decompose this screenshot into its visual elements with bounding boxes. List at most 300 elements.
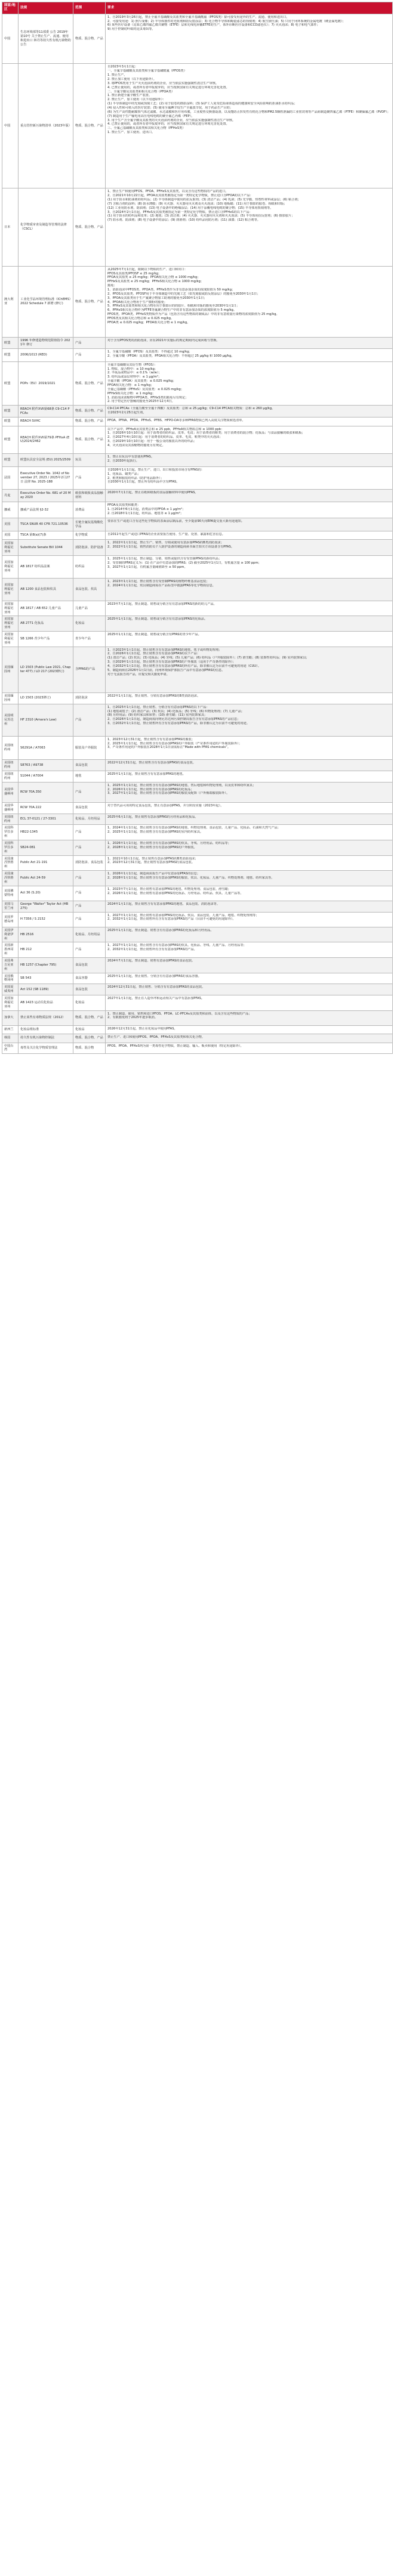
requirement-line: 全氟己基磺酸（PFHxS）及其盐类：≤ 0.025 mg/kg； bbox=[107, 387, 184, 391]
cell-requirement bbox=[106, 188, 393, 267]
table-row bbox=[2, 886, 393, 901]
cell-law: 化学物质审查及制造等管理的法律（CSCL） bbox=[19, 188, 73, 267]
cell-scope: 产品 bbox=[73, 886, 106, 901]
cell-law: REACH 附件XVII第68条 C9-C14 PFCAs bbox=[19, 406, 73, 418]
cell-scope: 产品 bbox=[73, 901, 106, 912]
cell-region: 美国纽约州 bbox=[2, 736, 19, 760]
requirement-line: 2、自2026年1月1日起，制造商需向明尼苏达州污染控制局报告含有有意添加PFAS的产品信息； bbox=[107, 718, 241, 722]
requirement-line: PFOS、PFOA、PFHxS列为第一类毒性化学物质，禁止制造、输入、贩卖和使用（特定用途除外）。 bbox=[107, 1044, 244, 1048]
requirement-line: 2025年1月1日起，禁止销售、分销含有有意添加PFAS的食品容器。 bbox=[107, 974, 201, 978]
requirement-line: 1、2026年1月1日起，制造商需报告产品中有意添加PFAS的信息； bbox=[107, 872, 200, 876]
requirement-line: 2022年1月1日起，禁止销售、分销有意添加PFAS的B类消防泡沫。 bbox=[107, 694, 201, 698]
requirement-line: (7) 制造用于生产输电用高压电线电缆的聚全氟乙丙烯（FEP）。 bbox=[107, 114, 195, 118]
cell-region: 美国加利福尼亚州 bbox=[2, 632, 19, 647]
cell-law: 持久性有机污染物控制法 bbox=[19, 1034, 73, 1043]
requirement-line: 2024年12月31日起，禁止销售、分销含有有意添加PFAS的食品包装。 bbox=[107, 985, 205, 989]
cell-scope: 物质、混合物、产品 bbox=[73, 1034, 106, 1043]
requirement-line: 5、制造商须在2026年1月1日前，向州环境保护部报告产品中有意添加PFAS的信息。 bbox=[107, 668, 225, 672]
cell-law: HB 212 bbox=[19, 942, 73, 958]
requirement-line: (1) 地毯或毯子；(2) 清洁产品；(3) 炊具；(4) 化妆品；(5) 牙线；(6) 织物处理剂；(7) 儿童产品； bbox=[107, 709, 244, 713]
requirement-line: 2、2025年1月1日起，禁止销售含有有意添加PFAS的户外服装（严苛条件用途的户外服装除外）； bbox=[107, 741, 242, 746]
requirement-line: 2、2025年1月1日起，禁止销售含有有意添加PFAS的室内纺织家具。 bbox=[107, 830, 204, 834]
cell-scope: 产品 bbox=[73, 338, 106, 349]
table-row bbox=[2, 632, 393, 647]
cell-requirement bbox=[106, 814, 393, 825]
cell-region: 美国加利福尼亚州 bbox=[2, 540, 19, 556]
requirement-line: 1、2024年1月1日起，禁止销售含有有意添加PFAS的地毯、织物处理剂、食品包装、儿童产品、化妆品、石油和天然气产品； bbox=[107, 826, 281, 830]
requirement-line: 3、严苛条件用途的户外服装在2028年1月1日前需标注“Made with PFAS chemicals”。 bbox=[107, 746, 230, 750]
requirement-line: 1、2027年1月1日起，禁止销售含有有意添加PFAS的炊具、化妆品、牙线、儿童产品、月经用品等； bbox=[107, 944, 247, 948]
cell-requirement bbox=[106, 825, 393, 840]
cell-requirement bbox=[106, 418, 393, 426]
cell-law: 化妆品组标准 bbox=[19, 1025, 73, 1034]
requirement-line: 2024年7月1日起，禁止制造、销售有意添加PFAS的食品包装。 bbox=[107, 958, 195, 963]
requirement-line: 1. 自2014年6月1日起，消费品中的PFOA ≤ 1 μg/m²； bbox=[107, 508, 186, 512]
cell-requirement bbox=[106, 616, 393, 632]
requirement-line: 2、2028年1月1日起，禁止销售含有有意添加PFAS的户外服装。 bbox=[107, 845, 197, 849]
cell-region: 美国纽约州 bbox=[2, 760, 19, 771]
cell-region: 美国 bbox=[2, 518, 19, 531]
requirement-line: 1、全氟辛基磺酸（PFOS）及其盐类：不得超过 10 mg/kg； bbox=[107, 350, 192, 354]
cell-law: Act 36 (S.20) bbox=[19, 886, 73, 901]
table-row bbox=[2, 782, 393, 802]
cell-law: SB 543 bbox=[19, 973, 73, 984]
requirement-line: 自2023年2月25日起生效。 bbox=[107, 411, 146, 415]
cell-law: Substitute Senate Bill 1044 bbox=[19, 540, 73, 556]
requirement-line: 1、消防泡沫中PFOS类、PFOA类、PFHxS类作为非有意添加杂质的浓度限值为 50 mg/kg； bbox=[107, 288, 235, 292]
table-row bbox=[2, 995, 393, 1010]
table-row bbox=[2, 489, 393, 502]
requirement-line: 一、全氟辛基磺酸及其盐类和全氟辛基磺酰氟（PFOS类） bbox=[107, 69, 187, 73]
cell-law: Act 152 (SB 1189) bbox=[19, 984, 73, 995]
requirement-line: 2、2032年1月1日起，禁止销售所有含有有意添加PFAS的产品（目前不可避免的用途除外）。 bbox=[107, 917, 236, 921]
cell-scope: 化妆品 bbox=[73, 616, 106, 632]
cell-requirement bbox=[106, 840, 393, 855]
cell-law: HF 2310 (Amara's Law) bbox=[19, 704, 73, 736]
cell-requirement bbox=[106, 782, 393, 802]
requirement-line: 3、2027年1月1日起，禁止销售含有有意添加PFAS的服装及配饰（户外极端服装除外）。 bbox=[107, 791, 230, 796]
requirement-line: 2. 禁止加工使用（以下用途除外）。 bbox=[107, 78, 156, 82]
requirement-line: (7) 含粘合剂的涂料；(8) 防水薄膜；(9) 灭火器、灭火器用灭火剂及灭火泡沫；(10) 地板蜡；(11) 用于摄影的胶卷、相纸和印版； bbox=[107, 202, 287, 206]
table-row bbox=[2, 927, 393, 942]
table-row bbox=[2, 736, 393, 760]
requirement-line: (8) 月经用品；(9) 纺织家具和床垫；(10) 滑雪蜡；(11) 室内装饰家具； bbox=[107, 713, 208, 718]
cell-scope: 产品 bbox=[73, 349, 106, 362]
cell-scope: 产品 bbox=[73, 942, 106, 958]
table-row bbox=[2, 802, 393, 814]
requirement-line: 1、禁止在玩具中有意使用PFAS。 bbox=[107, 455, 155, 459]
table-row bbox=[2, 64, 393, 188]
cell-scope: 服装及户外服装 bbox=[73, 736, 106, 760]
cell-requirement bbox=[106, 957, 393, 973]
pfas-regulation-table-container bbox=[2, 2, 392, 1054]
cell-scope: 化妆品 bbox=[73, 995, 106, 1010]
requirement-line: 4、自2032年1月1日起，禁止销售含有有意添加PFAS的所有产品，除非被认定为目前不可避免的用途（CUU）。 bbox=[107, 664, 261, 669]
cell-law: 1996 年修建造物规范限值指令 2021年 修订 bbox=[19, 338, 73, 349]
cell-requirement bbox=[106, 693, 393, 704]
cell-scope: 长链全氟烷基羧酸化学品 bbox=[73, 518, 106, 531]
cell-scope: 物质、混合物、产品 bbox=[73, 418, 106, 426]
table-row bbox=[2, 984, 393, 995]
cell-scope: 食品包装 bbox=[73, 984, 106, 995]
requirement-line: PFOA类 ≤ 0.025 mg/kg；PFOA相关化合物 ≤ 1 mg/kg。 bbox=[107, 320, 190, 324]
requirement-line: 1、禁止生产和使用PFOS、PFOA、PFHxS及其盐类，以及含有这些物质的产品的进口。 bbox=[107, 190, 229, 194]
table-row bbox=[2, 840, 393, 855]
requirement-line: 1、2022年1月1日起，禁止生产、销售、分销或使用有意添加PFAS的B类消防泡沫； bbox=[107, 541, 224, 545]
requirement-line: (1) 用于防水的纺织品和皮革；(2) 地毯；(3) 清洁剂；(4) 灭火器、灭火器用灭火剂和灭火泡沫；(5) 半导体用抗反射剂；(6) 摄影胶片； bbox=[107, 214, 295, 218]
cell-law: AB 1817 纺织品法案 bbox=[19, 556, 73, 579]
cell-region: 欧盟 bbox=[2, 338, 19, 349]
requirement-line: 4、PFOA相关化合物用于生产微粉的豁免； bbox=[107, 300, 167, 304]
cell-region: 美国马里兰州 bbox=[2, 901, 19, 912]
requirement-line: 1、2023年1月1日起，禁止销售含有受管制PFAS的植物纤维基食品包装； bbox=[107, 580, 210, 584]
cell-law: LD 1503 (Public Law 2021, Chapter 477) / LD 217 (2023修订) bbox=[19, 647, 73, 692]
requirement-line: PFOA及其盐类和酯类： bbox=[107, 503, 141, 508]
cell-region: 美国缅因州 bbox=[2, 693, 19, 704]
cell-scope: 食品包装、炊具 bbox=[73, 579, 106, 601]
requirement-line: 自2030年1月1日起，禁止所有纺织品中含有PFAS。 bbox=[107, 480, 180, 484]
cell-requirement bbox=[106, 361, 393, 406]
requirement-line: 二、全氟辛酸及其盐类和相关化合物（PFOA类） bbox=[107, 89, 175, 94]
table-row bbox=[2, 361, 393, 406]
cell-requirement bbox=[106, 802, 393, 814]
cell-scope: 物质、混合物、产品 bbox=[73, 361, 106, 406]
cell-requirement bbox=[106, 454, 393, 467]
cell-region: 美国弗吉尼亚州 bbox=[2, 957, 19, 973]
cell-scope: 化妆品、月经用品 bbox=[73, 814, 106, 825]
cell-region: 美国夏威夷州 bbox=[2, 984, 19, 995]
table-row bbox=[2, 855, 393, 871]
pfas-regulation-table bbox=[2, 2, 393, 1054]
requirement-line: 全氟辛酸（PFOA）及其盐类：≤ 0.025 mg/kg； bbox=[107, 379, 176, 384]
requirement-line: 3、2027年1月1日起，有机氟含量阈值降至 ≥ 50 ppm。 bbox=[107, 565, 187, 569]
cell-law: S1044 / A7004 bbox=[19, 771, 73, 783]
requirement-line: 2. 自2018年1月1日起，纺织品、地毯等 ≤ 1 μg/m²； bbox=[107, 512, 184, 516]
cell-law: HB22-1345 bbox=[19, 825, 73, 840]
cell-requirement bbox=[106, 1010, 393, 1025]
cell-requirement bbox=[106, 995, 393, 1010]
cell-region: 美国罗德岛州 bbox=[2, 912, 19, 927]
table-row bbox=[2, 647, 393, 692]
cell-scope: 消防泡沫 bbox=[73, 693, 106, 704]
requirement-line: 2025年6月1日起，禁止销售有意添加PFAS的月经用品和化妆品。 bbox=[107, 815, 198, 819]
table-row bbox=[2, 266, 393, 338]
cell-region: 美国纽约州 bbox=[2, 771, 19, 783]
cell-region: 美国加利福尼亚州 bbox=[2, 995, 19, 1010]
requirement-line: 3. 将PFOS类用于生产灭火泡沫药剂的企业，应当依法实施强制性清洁生产审核。 bbox=[107, 81, 219, 85]
table-row bbox=[2, 556, 393, 579]
requirement-line: 2020年7月1日起，禁止在纸和纸板的食品接触材料中使用PFAS。 bbox=[107, 490, 198, 494]
cell-region: 中国台湾 bbox=[2, 1043, 19, 1054]
cell-law: S6291A / A7063 bbox=[19, 736, 73, 760]
cell-law: 欧盟玩具安全法规 (EU) 2025/2509 bbox=[19, 454, 73, 467]
requirement-line: (1) 清洁产品；(2) 炊具；(3) 化妆品；(4) 牙线；(5) 儿童产品；(6) 纺织品（户外服装除外）；(7) 滑雪蜡；(8) 装饰性纺织品；(9) 室内装饰家具； bbox=[107, 656, 309, 660]
cell-scope: 物质、混合物、产品 bbox=[73, 426, 106, 454]
table-row bbox=[2, 771, 393, 783]
cell-region: 新西兰 bbox=[2, 1025, 19, 1034]
cell-requirement bbox=[106, 886, 393, 901]
requirement-line: 2027年1月1日起，禁止在人造草坪和运动相关产品中有意添加PFAS。 bbox=[107, 996, 204, 1000]
requirement-line: 3. 纺织品或涂层材料中：≤ 1 μg/m²； bbox=[107, 375, 162, 379]
cell-region: 美国加利福尼亚州 bbox=[2, 616, 19, 632]
cell-scope: 食品容器 bbox=[73, 973, 106, 984]
requirement-line: 3、PFOA及其盐类用于生产氟聚合物加工助剂的豁免至2030年1月1日； bbox=[107, 296, 207, 300]
table-row bbox=[2, 1043, 393, 1054]
requirement-line: 2026年12月31日起，禁止在化妆品中使用PFAS。 bbox=[107, 1026, 177, 1031]
requirement-line: 2、2032年1月1日起，禁止销售所有含有有意添加PFAS的产品。 bbox=[107, 948, 197, 952]
cell-requirement bbox=[106, 579, 393, 601]
table-row bbox=[2, 466, 393, 489]
table-row bbox=[2, 418, 393, 426]
requirement-line: 2. 禁止生产、加工使用（以下用途除外）： bbox=[107, 98, 166, 102]
requirement-line: (12) 工业用防水剂、防油剂；(13) 电子设备中的绝缘涂层；(14) 用于涂覆电线电缆的聚合物；(15) 半导体用蚀刻剂等。 bbox=[107, 206, 273, 210]
requirement-line: 1. 物质、混合物中：≤ 10 mg/kg； bbox=[107, 367, 158, 371]
cell-region: 欧盟 bbox=[2, 406, 19, 418]
cell-region: 美国纽约州 bbox=[2, 814, 19, 825]
cell-law: H 7356 / S 2152 bbox=[19, 912, 73, 927]
cell-requirement bbox=[106, 927, 393, 942]
requirement-line: 2025年1月1日起，禁止制造、销售或分销含有PFAS的青少年产品。 bbox=[107, 633, 201, 637]
cell-scope: 化学物质 bbox=[73, 531, 106, 539]
requirement-line: 3、自2024年2月1日起，PFHxS及其盐类被指定为第一类特定化学物质，禁止进口含PFHxS的以下产品： bbox=[107, 210, 253, 214]
cell-requirement bbox=[106, 647, 393, 692]
requirement-line: 9) 用于控制切叶蚁的昆虫毒饵等。 bbox=[107, 27, 155, 32]
requirement-line: (6) 为生产高性能耐腐蚀气体过滤膜、水过滤膜和医疗用布膜，工业废热交换器设备，以及能防止挥发性有机化合物和PM2.5颗粒泄漏的工业密封剂等产品而制造聚四氟乙烯（PTFE）和聚偏氟乙烯（PVDF）； bbox=[107, 110, 390, 114]
table-row bbox=[2, 616, 393, 632]
cell-region: 美国加利福尼亚州 bbox=[2, 601, 19, 616]
requirement-line: 对于含有PFOS类的消防泡沫，应在2021年实施后的规定期间内完成回收与替换。 bbox=[107, 339, 220, 343]
cell-requirement bbox=[106, 556, 393, 579]
requirement-line: 2. 半成品或物品中：≤ 0.1%（w/w）； bbox=[107, 371, 162, 375]
table-row bbox=[2, 912, 393, 927]
cell-region: 美国科罗拉多州 bbox=[2, 840, 19, 855]
cell-scope: 消防泡沫、防护设备 bbox=[73, 540, 106, 556]
cell-law: ECL 37-0121 / 27-3301 bbox=[19, 814, 73, 825]
requirement-line: 2、自2027年4月10日起：用于消费者的纺织品、皮革、毛皮、鞋类中的灭火泡沫； bbox=[107, 435, 223, 440]
cell-region: 美国康涅狄格州 bbox=[2, 855, 19, 871]
cell-region: 美国华盛顿州 bbox=[2, 782, 19, 802]
cell-law: POPs（EU）2019/1021 bbox=[19, 361, 73, 406]
cell-requirement bbox=[106, 406, 393, 418]
requirement-line: 2、自2021年10月22日起，PFOA及其盐类被指定为第一类特定化学物质，禁止进口含PFOA的以下产品： bbox=[107, 194, 253, 198]
header-region: 国家/地区 bbox=[2, 2, 19, 14]
table-row bbox=[2, 338, 393, 349]
requirement-line: C9-C14 PFCAs（全氟壬酸至全氟十四酸）及其盐类：总和 ≤ 25 μg/kg；C9-C14 PFCA相关物质：总和 ≤ 260 μg/kg。 bbox=[107, 407, 275, 411]
requirement-line: 2、2026年1月1日起，禁止销售含有有意添加PFAS的化妆品； bbox=[107, 787, 194, 791]
requirement-line: PFOS及其盐类/PFOSF ≤ 25 mg/kg； bbox=[107, 271, 161, 276]
cell-region: 美国佛蒙特州 bbox=[2, 886, 19, 901]
cell-law: 禁止某些有毒物质法规（2012） bbox=[19, 1010, 73, 1025]
requirement-line: (7) 防水剂、防油剂；(8) 电子设备中的涂层；(9) 润滑剂；(10) 纺织品用防污剂；(11) 油漆；(12) 粘合剂等。 bbox=[107, 218, 260, 222]
cell-law: Executive Order No. 1042 of November 27, 2023 / 2025年2月27日 法律 No. 2025-188 bbox=[19, 466, 73, 489]
requirement-line: 1、禁止制造、使用、销售和进口PFOS、PFOA、LC-PFCAs及其盐类和前体，以及含有这些物质的产品； bbox=[107, 1012, 252, 1016]
cell-scope: 食品包装 bbox=[73, 802, 106, 814]
requirement-line: 3、自2029年10月10日起：用于一般公众的服装以外的纺织品； bbox=[107, 440, 197, 444]
requirement-line: 1. 禁止新建全氟辛酸生产装置。 bbox=[107, 94, 152, 98]
cell-requirement bbox=[106, 1025, 393, 1034]
requirement-line: 1、2026年1月1日起，禁止销售含有有意添加PFAS的炊具、牙线、月经用品、纺织品等； bbox=[107, 841, 231, 845]
requirement-line: (4) 侵入性和可植入的医疗装置；(5) 使用全氟碘辛烷生产全氟溴辛烷，用于药品生产目的； bbox=[107, 106, 233, 110]
requirement-line: 自2011年起生产或进口PFAS的企业需要报告使用、生产量、处置、暴露和危害信息。 bbox=[107, 532, 225, 536]
cell-region: 欧盟 bbox=[2, 349, 19, 362]
requirement-line: 2. 用于特定医疗器械的豁免至2025年12月4日。 bbox=[107, 400, 175, 404]
cell-law: 重点管控新污染物清单（2023年版） bbox=[19, 64, 73, 188]
cell-law: Executive Order No. 681 of 20 May 2020 bbox=[19, 489, 73, 502]
requirement-line: 2025年1月1日起，禁止制造、销售含有有意添加PFAS的化妆品和月经用品。 bbox=[107, 928, 214, 932]
requirement-line: PFHxS及其盐类 ≤ 25 mg/kg；PFHxS相关化合物 ≤ 1000 mg/kg； bbox=[107, 280, 204, 284]
table-row bbox=[2, 531, 393, 539]
cell-scope: 产品 bbox=[73, 466, 106, 489]
requirement-line: 豁免： bbox=[107, 284, 117, 288]
cell-law: Public Act 21-191 bbox=[19, 855, 73, 871]
cell-scope: 儿童产品 bbox=[73, 601, 106, 616]
cell-requirement bbox=[106, 871, 393, 886]
cell-scope: 纸张和纸板食品接触材料 bbox=[73, 489, 106, 502]
cell-region: 美国明尼苏达州 bbox=[2, 704, 19, 736]
table-row bbox=[2, 188, 393, 267]
cell-scope: 消防泡沫、食品包装 bbox=[73, 855, 106, 871]
table-row bbox=[2, 973, 393, 984]
requirement-line: 3、自2029年1月1日起，禁止销售含有有意添加PFAS的户外服装（适用于严苛条件的除外）； bbox=[107, 660, 236, 664]
cell-law: S8763 / A9738 bbox=[19, 760, 73, 771]
cell-law: George "Walter" Taylor Act (HB 275) bbox=[19, 901, 73, 912]
cell-region: 美国缅因州 bbox=[2, 647, 19, 692]
table-row bbox=[2, 454, 393, 467]
requirement-line: 三、全氟己基磺酸及其盐类和其相关化合物（PFHxS类） bbox=[107, 126, 186, 131]
cell-law: REACH 附件XVII第79条 PFHxA (EU)2024/2462 bbox=[19, 426, 73, 454]
requirement-line: 2、鞋类和服装纺织品（防护用品除外）； bbox=[107, 476, 164, 480]
cell-requirement bbox=[106, 349, 393, 362]
cell-scope: 产品 bbox=[73, 825, 106, 840]
cell-region: 美国 bbox=[2, 531, 19, 539]
requirement-line: 2、PFOS及其盐类、PFOSF用于半导体制造中的光刻工艺（如光刻胶或防反射涂层）的豁免至2030年1月1日； bbox=[107, 292, 260, 296]
cell-region: 丹麦 bbox=[2, 489, 19, 502]
table-row bbox=[2, 349, 393, 362]
cell-region: 美国科罗拉多州 bbox=[2, 825, 19, 840]
cell-law: 生态环境部等11部委 公告 2019年第10号 关于禁止生产、流通、使用和进出口 林丹等持久性有机污染物的公告 bbox=[19, 14, 73, 64]
table-row bbox=[2, 957, 393, 973]
cell-requirement bbox=[106, 1034, 393, 1043]
table-row bbox=[2, 871, 393, 886]
requirement-line: 2022年12月31日起，禁止销售含有有意添加PFAS的食品包装。 bbox=[107, 761, 196, 765]
cell-law: REACH SVHC bbox=[19, 418, 73, 426]
cell-scope: 青少年产品 bbox=[73, 632, 106, 647]
requirement-line: 4. 已禁止使用的，或者所有者申报废弃的，应当按照国家有关规定进行环境无害化处置。 bbox=[107, 122, 229, 126]
requirement-line: 3. 用于生产含全氟辛酸及其盐类的灭火泡沫药剂的企业，应当依法实施强制性清洁生产审核。 bbox=[107, 118, 236, 122]
cell-scope: 产品 bbox=[73, 912, 106, 927]
requirement-line: 2025年1月1日起，禁止销售含有有意添加PFAS的地毯。 bbox=[107, 772, 186, 777]
cell-scope: 产品 bbox=[73, 704, 106, 736]
requirement-line: 4、灭火泡沫及其浓缩物的豁免另有规定。 bbox=[107, 443, 165, 447]
requirement-line: PFOA及其盐类 ≤ 25 mg/kg；PFOA相关化合物 ≤ 1000 mg/kg； bbox=[107, 276, 201, 280]
requirement-line: 1、2021年10月1日起，禁止销售有意添加PFAS的B类消防泡沫； bbox=[107, 856, 198, 861]
requirement-line: 2023年7月1日起，禁止制造、销售或分销含有有意添加PFAS的新的幼儿产品。 bbox=[107, 602, 217, 606]
requirement-line: 1、自2023年1月1日起，禁止销售含有有意添加PFAS的地毯、毯子或织物处理剂； bbox=[107, 648, 222, 652]
cell-region: 欧盟 bbox=[2, 418, 19, 426]
cell-scope: 食品包装 bbox=[73, 760, 106, 771]
cell-requirement bbox=[106, 901, 393, 912]
cell-law: 工业化学品环境管理标准（IChEMS）2022 Schedule 7 新增 (修订) bbox=[19, 266, 73, 338]
cell-requirement bbox=[106, 771, 393, 783]
table-row bbox=[2, 760, 393, 771]
cell-scope: 物质、混合物、产品 bbox=[73, 188, 106, 267]
cell-scope: 产品 bbox=[73, 840, 106, 855]
requirement-line: 2025年1月1日起，禁止制造、销售或分销含有有意添加PFAS的化妆品。 bbox=[107, 617, 208, 621]
requirement-line: PFOS类及其相关化合物总和 ≤ 0.025 mg/kg。 bbox=[107, 317, 174, 321]
cell-region: 美国新墨西哥州 bbox=[2, 942, 19, 958]
cell-region: 欧盟 bbox=[2, 454, 19, 467]
cell-scope: 化妆品、月经用品 bbox=[73, 927, 106, 942]
cell-law: AB 1423 运动员化妆品 bbox=[19, 995, 73, 1010]
requirement-line: 2、全氟辛酸（PFOA）及其盐类、PFOA相关化合物：不得超过 25 μg/kg 和 1000 μg/kg。 bbox=[107, 354, 235, 358]
cell-region: 中国 bbox=[2, 64, 19, 188]
cell-requirement bbox=[106, 531, 393, 539]
table-header-row bbox=[2, 2, 393, 14]
requirement-line: 2、可接受用途：1) 照片成像；2) 半导体器件的光阻剂和防反射涂层；3) 化合物半导体和陶瓷滤芯的蚀刻剂；4) 航空液压油；5) 只用于闭环系统的金属电镀（硬金属电镀）； bbox=[107, 19, 346, 23]
requirement-line: PFHxS相关化合物：≤ 1 mg/kg； bbox=[107, 391, 156, 395]
cell-scope: 物质、混合物、产品 bbox=[73, 266, 106, 338]
cell-requirement bbox=[106, 540, 393, 556]
cell-law: TSCA 第8(a)(7)条 bbox=[19, 531, 73, 539]
cell-law: SB24-081 bbox=[19, 840, 73, 855]
cell-region: 美国伊利诺伊州 bbox=[2, 927, 19, 942]
header-requirement: 要求 bbox=[106, 2, 393, 14]
table-row bbox=[2, 579, 393, 601]
cell-scope: 化妆品 bbox=[73, 1025, 106, 1034]
requirement-line: 禁止生产、进口和使用PFOS、PFOA、PFHxS及其盐类和相关化合物。 bbox=[107, 1035, 205, 1040]
requirement-line: 自2026年1月1日起，禁止生产、进口、出口和投放市场含有PFAS的： bbox=[107, 468, 204, 472]
requirement-line: 2、自2026年1月1日起，禁止销售含有有意添加PFAS的以下产品： bbox=[107, 652, 200, 656]
cell-region: 美国加利福尼亚州 bbox=[2, 579, 19, 601]
cell-law: HB 2516 bbox=[19, 927, 73, 942]
requirement-line: 1、自2025年1月1日起，禁止销售、分销含有有意添加PFAS的以下产品： bbox=[107, 705, 210, 709]
cell-scope: 地毯 bbox=[73, 771, 106, 783]
table-row bbox=[2, 942, 393, 958]
cell-scope: 含PFAS的产品 bbox=[73, 647, 106, 692]
requirement-line: 对于无法报告的产品，应提交相关豁免申请。 bbox=[107, 672, 170, 676]
cell-law: 毒性及关注化学物质管理法 bbox=[19, 1043, 73, 1054]
cell-law: TSCA SNUR 40 CFR 721.10536 bbox=[19, 518, 73, 531]
requirement-line: 1、2025年1月1日起，禁止制造、分销、销售或提供含有受管制PFAS的新纺织品； bbox=[107, 557, 222, 561]
requirement-line: 2、2026年1月1日起，禁止销售有意添加PFAS的化妆品、月经用品、纺织品、炊具、儿童产品等。 bbox=[107, 891, 244, 895]
cell-law: HB 1257 (Chapter 795) bbox=[19, 957, 73, 973]
table-row bbox=[2, 14, 393, 64]
requirement-line: 1、自2019年3月26日起，禁止全氟辛基磺酸及其盐类和全氟辛基磺酰氟（PFOS类）除可接受用途外的生产、流通、使用和进出口。 bbox=[107, 15, 290, 19]
cell-region: 法国 bbox=[2, 466, 19, 489]
requirement-line: 要求在生产或进口含有这些化学物质的表面涂层制品前，至少提前90天向EPA提交重大新用途通知。 bbox=[107, 519, 244, 524]
table-row bbox=[2, 426, 393, 454]
cell-requirement bbox=[106, 466, 393, 489]
table-row bbox=[2, 704, 393, 736]
cell-requirement bbox=[106, 601, 393, 616]
table-row bbox=[2, 1034, 393, 1043]
requirement-line: 1、2023年12月31日起，禁止销售含有有意添加PFAS的服装； bbox=[107, 737, 195, 741]
requirement-line: PFOA相关化合物：≤ 1 mg/kg； bbox=[107, 384, 154, 388]
requirement-line: 2、受管制的PFAS定义为：(1) 在产品中有意添加的PFAS；(2) 截至2025年1月1日，有机氟含量 ≥ 100 ppm； bbox=[107, 561, 261, 565]
cell-requirement bbox=[106, 518, 393, 531]
cell-requirement bbox=[106, 942, 393, 958]
cell-region: 美国俄勒冈州 bbox=[2, 973, 19, 984]
requirement-line: 1、2027年1月1日起，禁止销售有意添加PFAS的化妆品、炊具、食品包装、儿童产品、地毯、织物处理剂等； bbox=[107, 913, 259, 917]
requirement-line: 对于替代品可用的特定食品包装，禁止有意添加PFAS，并分阶段实施（2023年起）。 bbox=[107, 803, 224, 808]
table-row bbox=[2, 540, 393, 556]
cell-scope: 产品 bbox=[73, 871, 106, 886]
requirement-line: 2、2028年1月1日起，禁止销售含有有意添加PFAS的服装、炊具、化妆品、儿童产品、织物处理剂、地毯、纺织家具等。 bbox=[107, 876, 275, 880]
requirement-line: 以下产品中，PFHxA及其盐类总和 ≤ 25 ppb，PFHxA相关物质总和 ≤ 1000 ppb： bbox=[107, 427, 224, 431]
requirement-line: 2、有限豁免将于2025年逐步取消。 bbox=[107, 1016, 158, 1020]
cell-scope: 物质、混合物、产品 bbox=[73, 64, 106, 188]
requirement-line: 自2023年3月1日起： bbox=[107, 65, 138, 69]
